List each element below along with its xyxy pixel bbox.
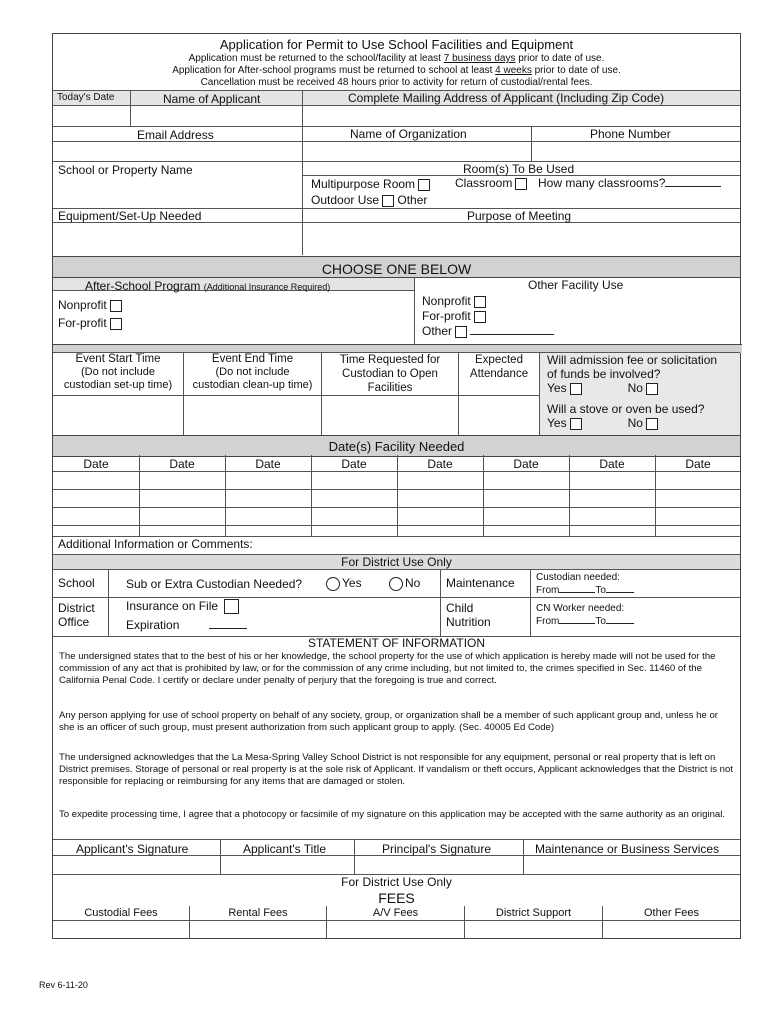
date-cell[interactable] <box>226 508 311 525</box>
rental-fees-field[interactable] <box>190 921 326 938</box>
date-cell[interactable] <box>54 508 139 525</box>
date-cell[interactable] <box>140 490 225 507</box>
revision-note: Rev 6-11-20 <box>39 980 88 990</box>
date-cell[interactable] <box>484 508 569 525</box>
organization-field[interactable] <box>303 142 531 161</box>
date-column-header: Date <box>341 457 367 471</box>
date-cell[interactable] <box>54 490 139 507</box>
stove-question: Will a stove or oven be used? Yes No <box>547 402 705 430</box>
form-title: Application for Permit to Use School Facilities and Equipment <box>219 37 574 52</box>
date-cell[interactable] <box>570 490 655 507</box>
maintenance-signature-field[interactable] <box>524 856 739 874</box>
date-cell[interactable] <box>140 472 225 489</box>
start-time-header: Event Start Time (Do not include custodian set-up time) <box>63 353 173 391</box>
return-rule: Application must be returned to the school/facility at least 7 business days prior to date of use. <box>188 53 605 64</box>
additional-info-field[interactable] <box>303 536 739 554</box>
district-office-label: District Office <box>58 601 95 629</box>
facility-nonprofit-checkbox[interactable] <box>474 296 486 308</box>
expiration-label: Expiration <box>126 618 247 632</box>
date-cell[interactable] <box>484 490 569 507</box>
end-time-header: Event End Time (Do not include custodian clean-up time) <box>192 353 313 391</box>
date-column-header: Date <box>685 457 711 471</box>
district-use-title: For District Use Only <box>341 555 452 569</box>
custodial-fees-label: Custodial Fees <box>84 907 158 919</box>
email-label: Email Address <box>137 128 214 142</box>
cn-worker-needed: CN Worker needed: From To <box>536 602 634 628</box>
mailing-address-field[interactable] <box>303 106 739 126</box>
choose-title: CHOOSE ONE BELOW <box>321 261 472 277</box>
fees-district-only: For District Use Only <box>341 875 452 889</box>
how-many-classrooms: How many classrooms? <box>538 176 721 190</box>
how-many-field[interactable] <box>665 186 721 187</box>
date-cell[interactable] <box>312 490 397 507</box>
after-school-forprofit-checkbox[interactable] <box>110 318 122 330</box>
statement-title: STATEMENT OF INFORMATION <box>307 636 486 650</box>
date-cell[interactable] <box>484 526 569 536</box>
classroom-option[interactable]: Classroom <box>455 176 527 190</box>
stove-yes-checkbox[interactable] <box>570 418 582 430</box>
av-fees-field[interactable] <box>327 921 464 938</box>
statement-paragraph-4: To expedite processing time, I agree that a photocopy or facsimile of my signature on this application may be accepted with the same authority as an original. <box>59 809 726 820</box>
classroom-checkbox[interactable] <box>515 178 527 190</box>
purpose-field[interactable] <box>303 223 739 255</box>
other-fees-label: Other Fees <box>643 907 700 919</box>
school-property-field[interactable] <box>54 179 302 207</box>
applicant-title-label: Applicant's Title <box>243 842 326 856</box>
multipurpose-option[interactable]: Multipurpose Room <box>311 177 430 191</box>
maintenance-signature-label: Maintenance or Business Services <box>535 842 720 856</box>
school-property-label: School or Property Name <box>58 163 193 177</box>
date-cell[interactable] <box>656 508 741 525</box>
facility-other-field[interactable] <box>470 334 554 335</box>
date-column-header: Date <box>169 457 195 471</box>
after-school-nonprofit[interactable]: Nonprofit <box>58 298 122 312</box>
applicant-name-field[interactable] <box>131 106 302 126</box>
permit-application-form <box>52 33 741 939</box>
facility-nonprofit[interactable]: Nonprofit <box>422 294 486 308</box>
date-cell[interactable] <box>656 490 741 507</box>
applicant-signature-field[interactable] <box>54 856 220 874</box>
outdoor-checkbox[interactable] <box>382 195 394 207</box>
phone-field[interactable] <box>532 142 739 161</box>
maintenance-label: Maintenance <box>446 576 515 590</box>
sub-custodian-yes[interactable]: Yes <box>326 576 362 591</box>
todays-date-field[interactable] <box>54 106 130 126</box>
date-cell[interactable] <box>226 526 311 536</box>
date-column-header: Date <box>427 457 453 471</box>
admission-fee-question: Will admission fee or solicitation of funds be involved? Yes No <box>547 353 718 395</box>
rooms-label: Room(s) To Be Used <box>463 162 575 176</box>
multipurpose-checkbox[interactable] <box>418 179 430 191</box>
district-school-label: School <box>58 576 95 590</box>
custodian-needed: Custodian needed: From To <box>536 571 634 597</box>
date-cell[interactable] <box>656 526 741 536</box>
outdoor-option[interactable]: Outdoor Use Other <box>311 193 428 207</box>
stove-no-checkbox[interactable] <box>646 418 658 430</box>
custodian-time-field[interactable] <box>322 396 458 434</box>
insurance-checkbox[interactable] <box>224 599 239 614</box>
applicant-title-field[interactable] <box>221 856 354 874</box>
cn-to-field[interactable] <box>606 623 634 624</box>
date-cell[interactable] <box>656 472 741 489</box>
cancellation-rule: Cancellation must be received 48 hours prior to activity for return of custodial/rental fees. <box>200 77 593 88</box>
date-cell[interactable] <box>570 472 655 489</box>
child-nutrition-label: Child Nutrition <box>446 601 491 629</box>
dates-title: Date(s) Facility Needed <box>328 439 465 454</box>
other-fees-field[interactable] <box>603 921 739 938</box>
sub-custodian-question: Sub or Extra Custodian Needed? <box>126 577 303 591</box>
email-field[interactable] <box>54 142 302 161</box>
fees-title: FEES <box>378 890 415 906</box>
date-cell[interactable] <box>398 508 483 525</box>
equipment-field[interactable] <box>54 223 302 255</box>
facility-forprofit-checkbox[interactable] <box>474 311 486 323</box>
fee-no-checkbox[interactable] <box>646 383 658 395</box>
facility-other[interactable]: Other <box>422 324 554 338</box>
date-cell[interactable] <box>484 472 569 489</box>
custodian-from-field[interactable] <box>559 592 595 593</box>
attendance-header: Expected Attendance <box>469 354 529 380</box>
yes-radio[interactable] <box>326 577 340 591</box>
statement-paragraph-1: The undersigned states that to the best of his or her knowledge, the school property for the use of which application is hereby made will not be used for the commission of any act that is prohibited by law, or for the commission of any crime including, but not limited to, the crimes specified in Sec. 11460 of the California Penal Code. I certify or declare under penalty of perjury that the foregoing is true and correct. <box>59 651 716 687</box>
insurance-on-file[interactable]: Insurance on File <box>126 599 239 614</box>
date-cell[interactable] <box>312 526 397 536</box>
cn-from-field[interactable] <box>559 623 595 624</box>
date-cell[interactable] <box>54 526 139 536</box>
mailing-address-label: Complete Mailing Address of Applicant (Including Zip Code) <box>348 91 665 105</box>
equipment-label: Equipment/Set-Up Needed <box>58 209 202 223</box>
date-cell[interactable] <box>312 508 397 525</box>
sub-custodian-no[interactable]: No <box>389 576 420 591</box>
fee-yes-checkbox[interactable] <box>570 383 582 395</box>
after-school-nonprofit-checkbox[interactable] <box>110 300 122 312</box>
phone-label: Phone Number <box>590 127 671 141</box>
date-cell[interactable] <box>398 490 483 507</box>
date-column-header: Date <box>599 457 625 471</box>
organization-label: Name of Organization <box>350 127 467 141</box>
after-school-heading: After-School Program (Additional Insurance Required) <box>85 279 331 293</box>
principal-signature-label: Principal's Signature <box>382 842 492 856</box>
facility-other-checkbox[interactable] <box>455 326 467 338</box>
purpose-label: Purpose of Meeting <box>467 209 572 223</box>
custodian-to-field[interactable] <box>606 592 634 593</box>
date-column-header: Date <box>513 457 539 471</box>
attendance-field[interactable] <box>459 396 539 434</box>
applicant-name-label: Name of Applicant <box>163 92 261 106</box>
statement-paragraph-3: The undersigned acknowledges that the La Mesa-Spring Valley School District is not responsible for any equipment, personal or real property that is left on District premises. Storage of personal or real property is at the sole risk of Applicant. If vandalism or theft occurs, Applicant acknowledges that the District is not responsible for replacing or reimbursing for any items that are damaged or stolen. <box>59 752 734 788</box>
date-cell[interactable] <box>226 472 311 489</box>
date-cell[interactable] <box>140 526 225 536</box>
statement-paragraph-2: Any person applying for use of school property on behalf of any society, group, or organization shall be a member of such applicant group and, unless he or she is an officer of such group, must present authorization from such applicant group to apply. (Sec. 40005 Ed Code) <box>59 710 718 734</box>
date-column-header: Date <box>255 457 281 471</box>
date-cell[interactable] <box>398 472 483 489</box>
expiration-field[interactable] <box>209 628 247 629</box>
date-cell[interactable] <box>570 508 655 525</box>
district-support-field[interactable] <box>465 921 602 938</box>
custodian-time-header: Time Requested for Custodian to Open Facilities <box>339 354 441 394</box>
no-radio[interactable] <box>389 577 403 591</box>
principal-signature-field[interactable] <box>355 856 523 874</box>
todays-date-label: Today's Date <box>57 92 115 103</box>
other-facility-heading: Other Facility Use <box>528 278 624 292</box>
after-school-forprofit[interactable]: For-profit <box>58 316 122 330</box>
applicant-signature-label: Applicant's Signature <box>76 842 189 856</box>
end-time-field[interactable] <box>184 396 321 434</box>
date-column-header: Date <box>83 457 109 471</box>
date-cell[interactable] <box>140 508 225 525</box>
district-support-label: District Support <box>495 907 572 919</box>
date-cell[interactable] <box>398 526 483 536</box>
date-cell[interactable] <box>312 472 397 489</box>
date-cell[interactable] <box>570 526 655 536</box>
start-time-field[interactable] <box>54 396 183 434</box>
facility-forprofit[interactable]: For-profit <box>422 309 486 323</box>
av-fees-label: A/V Fees <box>372 907 419 919</box>
after-school-rule: Application for After-school programs must be returned to school at least 4 weeks prior to date of use. <box>172 65 621 76</box>
additional-info-label: Additional Information or Comments: <box>58 537 253 551</box>
date-cell[interactable] <box>54 472 139 489</box>
date-cell[interactable] <box>226 490 311 507</box>
custodial-fees-field[interactable] <box>54 921 189 938</box>
rental-fees-label: Rental Fees <box>228 907 288 919</box>
